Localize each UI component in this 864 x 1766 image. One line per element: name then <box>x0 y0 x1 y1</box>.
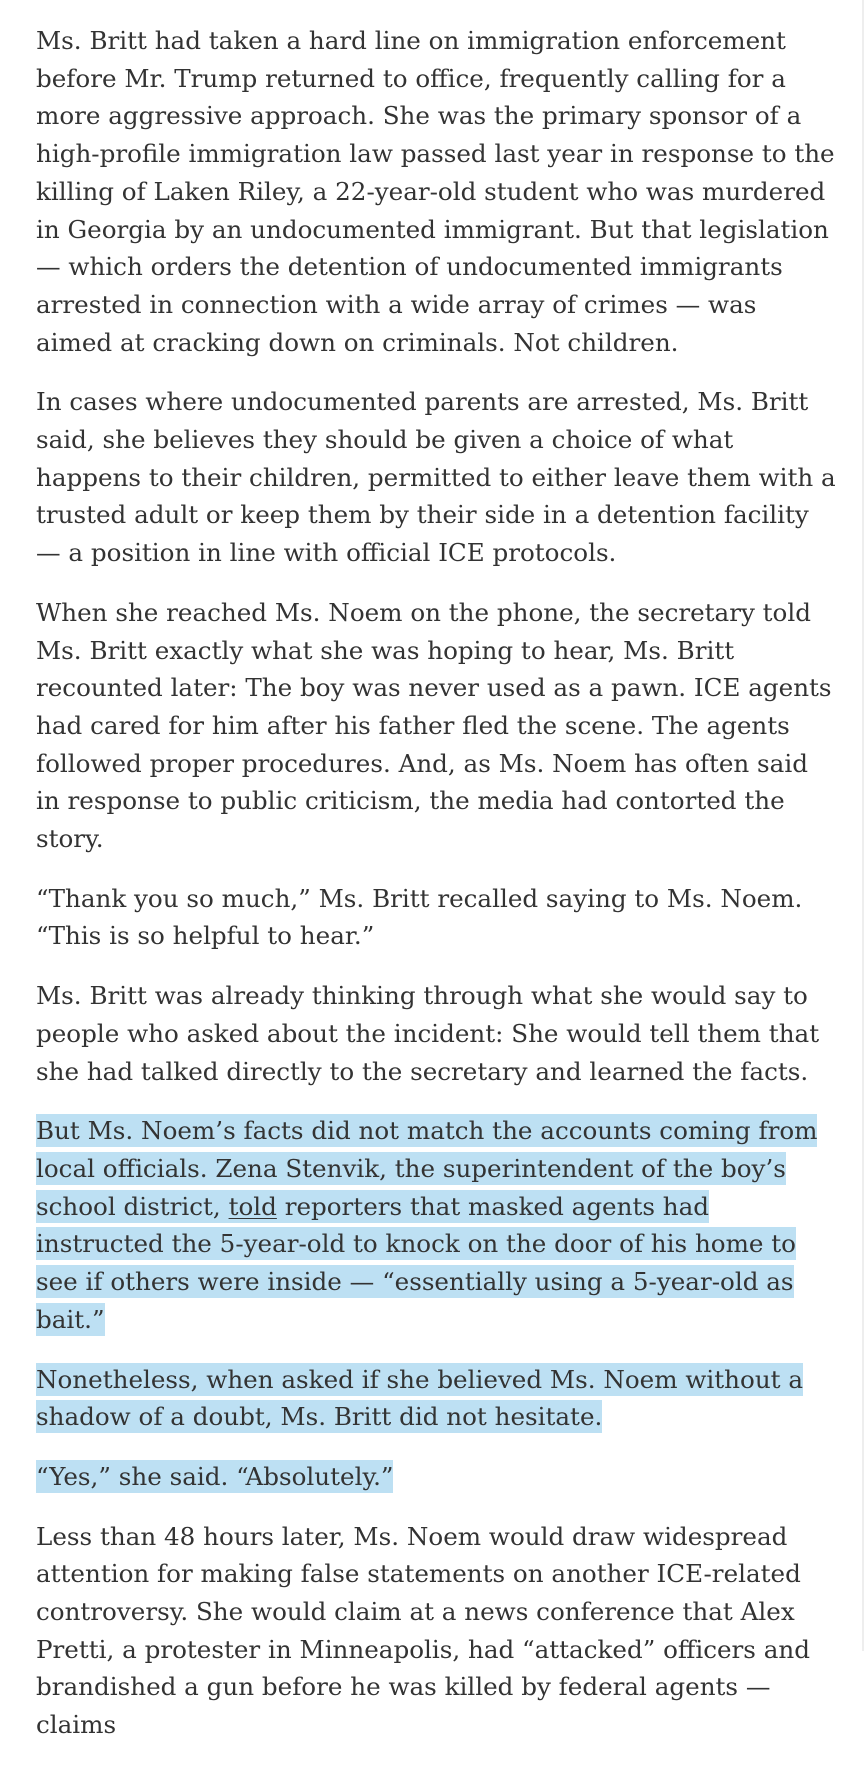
paragraph-7-text[interactable]: Nonetheless, when asked if she believed Ms. Noem without a shadow of a doubt, Ms. Britt did not hesitate. <box>36 1364 804 1432</box>
paragraph-5-text: Ms. Britt was already thinking through what she would say to people who asked about the incident: She would tell them that she had talked directly to the secretary and learned the facts. <box>36 981 820 1086</box>
paragraph-6-highlighted[interactable] <box>36 1112 836 1338</box>
article-body <box>36 22 836 1766</box>
paragraph-1 <box>36 22 836 361</box>
paragraph-2 <box>36 383 836 572</box>
paragraph-9 <box>36 1518 836 1744</box>
paragraph-7-highlighted[interactable] <box>36 1361 836 1436</box>
paragraph-5 <box>36 977 836 1090</box>
paragraph-8-text[interactable]: “Yes,” she said. “Absolutely.” <box>36 1461 394 1491</box>
paragraph-8-highlighted[interactable] <box>36 1458 836 1496</box>
paragraph-4 <box>36 880 836 955</box>
told-link[interactable]: told <box>228 1191 277 1221</box>
paragraph-3-text: When she reached Ms. Noem on the phone, the secretary told Ms. Britt exactly what she was hoping to hear, Ms. Britt recounted later: The boy was never used as a pawn. ICE agents had cared for him after his father fled the scene. The agents followed proper procedures. And, as Ms. Noem has often said in response to public criticism, the media had contorted the story. <box>36 597 832 854</box>
paragraph-6-text-before: But Ms. Noem’s facts did not match the accounts coming from local officials. Zena Stenvik, the superintendent of the boy’s school district, <box>36 1116 818 1221</box>
paragraph-2-text: In cases where undocumented parents are arrested, Ms. Britt said, she believes they should be given a choice of what happens to their children, permitted to either leave them with a trusted adult or keep them by their side in a detention facility — a position in line with official ICE protocols. <box>36 387 836 568</box>
paragraph-3 <box>36 594 836 858</box>
paragraph-6-text-after: reporters that masked agents had instructed the 5-year-old to knock on the door of his home to see if others were inside — “essentially using a 5-year-old as bait.” <box>36 1191 796 1334</box>
highlighted-selection[interactable] <box>36 1114 817 1336</box>
paragraph-9-text: Less than 48 hours later, Ms. Noem would draw widespread attention for making false statements on another ICE-related controversy. She would claim at a news conference that Alex Pretti, a protester in Minneapolis, had “attacked” officers and brandished a gun before he was killed by federal agents — claims <box>36 1521 810 1740</box>
paragraph-1-text: Ms. Britt had taken a hard line on immigration enforcement before Mr. Trump returned to office, frequently calling for a more aggressive approach. She was the primary sponsor of a high-profile immigration law passed last year in response to the killing of Laken Riley, a 22-year-old student who was murdered in Georgia by an undocumented immigrant. But that legislation — which orders the detention of undocumented immigrants arrested in connection with a wide array of crimes — was aimed at cracking down on criminals. Not children. <box>36 26 835 357</box>
paragraph-4-text: “Thank you so much,” Ms. Britt recalled saying to Ms. Noem. “This is so helpful to hear.” <box>36 883 803 951</box>
